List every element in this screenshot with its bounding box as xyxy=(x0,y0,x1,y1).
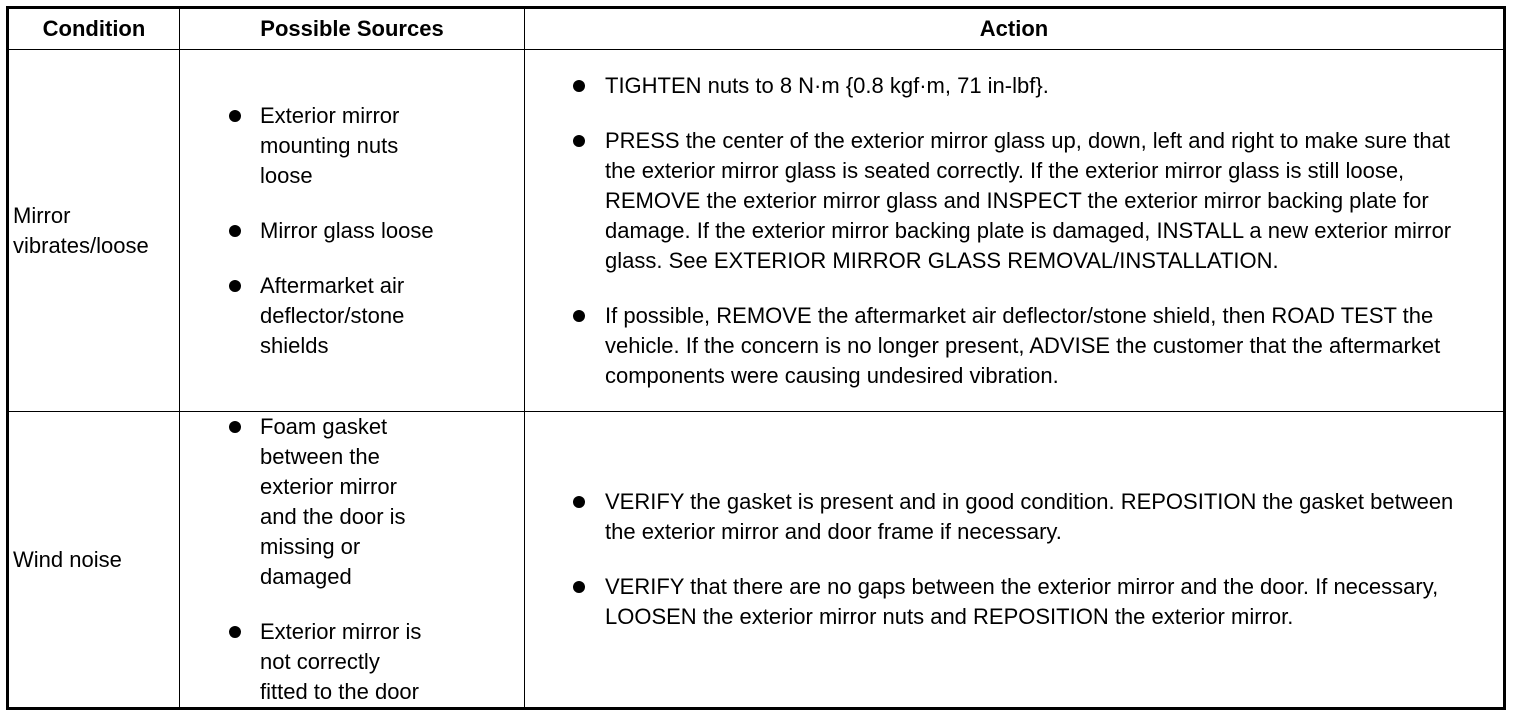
header-condition: Condition xyxy=(8,8,180,50)
action-cell xyxy=(525,50,1505,412)
sources-list xyxy=(180,412,524,707)
action-text: If possible, REMOVE the aftermarket air deflector/stone shield, then ROAD TEST the vehicle. If the concern is no longer present, ADVISE the customer that the aftermarket components were causing undesired vibration. xyxy=(605,302,1441,388)
bullet-icon xyxy=(229,280,241,292)
actions-list xyxy=(525,71,1503,391)
action-text: VERIFY that there are no gaps between the exterior mirror and the door. If necessary, LOOSEN the exterior mirror nuts and REPOSITION the exterior mirror. xyxy=(605,574,1439,629)
header-action: Action xyxy=(525,8,1505,50)
source-text: Exterior mirror is not correctly fitted to the door xyxy=(260,619,422,704)
source-text: Mirror glass loose xyxy=(260,217,434,243)
list-item xyxy=(180,216,524,246)
bullet-icon xyxy=(573,581,585,593)
sources-cell xyxy=(180,412,525,709)
condition-cell xyxy=(8,50,180,412)
action-cell xyxy=(525,412,1505,709)
list-item xyxy=(525,126,1503,276)
condition-line: Mirror xyxy=(13,202,71,228)
bullet-icon xyxy=(573,80,585,92)
list-item xyxy=(525,71,1503,101)
bullet-icon xyxy=(573,310,585,322)
condition-line: vibrates/loose xyxy=(13,232,149,258)
bullet-icon xyxy=(229,421,241,433)
list-item xyxy=(180,412,440,592)
actions-list xyxy=(525,487,1503,632)
header-possible-sources: Possible Sources xyxy=(180,8,525,50)
list-item xyxy=(180,271,440,361)
sources-cell xyxy=(180,50,525,412)
condition-line: Wind noise xyxy=(13,546,122,572)
list-item xyxy=(525,572,1503,632)
action-text: VERIFY the gasket is present and in good condition. REPOSITION the gasket between the exterior mirror and door frame if necessary. xyxy=(605,489,1454,544)
action-text: TIGHTEN nuts to 8 N·m {0.8 kgf·m, 71 in-lbf}. xyxy=(605,72,1049,98)
list-item xyxy=(525,301,1503,391)
bullet-icon xyxy=(573,135,585,147)
sources-list xyxy=(180,101,524,361)
condition-cell xyxy=(8,412,180,709)
list-item xyxy=(180,617,440,707)
bullet-icon xyxy=(229,110,241,122)
table-row xyxy=(8,412,1505,709)
diagnosis-table xyxy=(6,6,1506,710)
table-row xyxy=(8,50,1505,412)
source-text: Exterior mirror mounting nuts loose xyxy=(260,102,400,188)
source-text: Foam gasket between the exterior mirror and the door is missing or damaged xyxy=(260,414,406,589)
list-item xyxy=(180,101,430,191)
bullet-icon xyxy=(229,225,241,237)
bullet-icon xyxy=(573,496,585,508)
action-text: PRESS the center of the exterior mirror glass up, down, left and right to make sure that the exterior mirror glass is seated correctly. If the exterior mirror glass is still loose, REMOVE the exterior mirror glass and INSPECT the exterior mirror backing plate for damage. If the exterior mirror backing plate is damaged, INSTALL a new exterior mirror glass. See EXTERIOR MIRROR GLASS REMOVAL/INSTALLATION. xyxy=(605,127,1452,273)
header-row xyxy=(8,8,1505,50)
source-text: Aftermarket air deflector/stone shields xyxy=(260,272,405,358)
list-item xyxy=(525,487,1503,547)
bullet-icon xyxy=(229,626,241,638)
